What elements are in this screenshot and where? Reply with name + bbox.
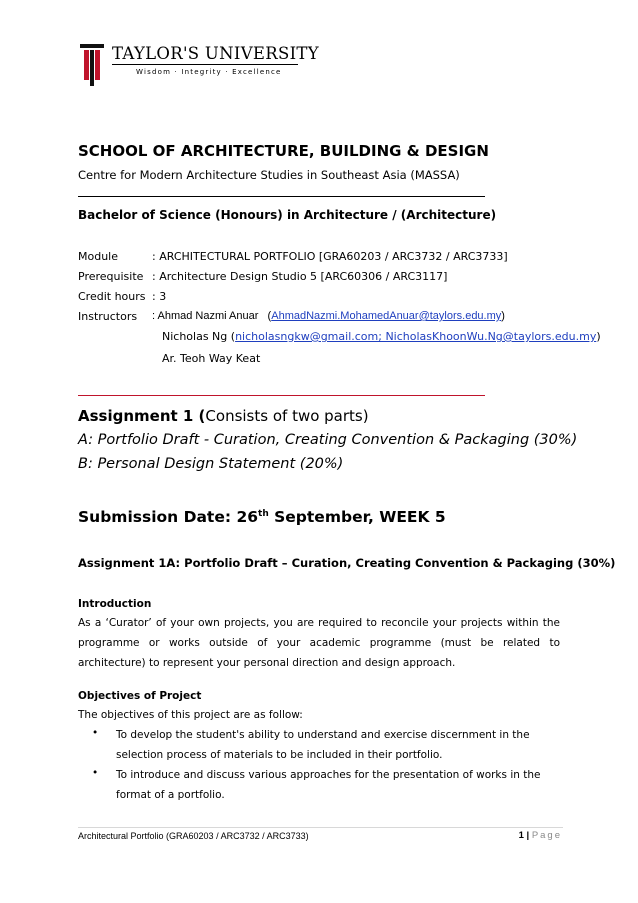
objective-item: To develop the student's ability to understand and exercise discernment in the selection process of materials to be included in their portfolio. [116,729,530,761]
centre-subtitle: Centre for Modern Architecture Studies in Southeast Asia (MASSA) [78,168,460,182]
prerequisite-value: : Architecture Design Studio 5 [ARC60306 / ARC3117] [152,270,448,283]
submission-suffix: September, WEEK 5 [268,508,446,526]
university-name: TAYLOR'S UNIVERSITY [112,44,319,63]
credit-hours-value: : 3 [152,290,167,303]
logo-divider [112,64,298,65]
red-divider [78,395,485,396]
objective-item: To introduce and discuss various approaches for the presentation of works in the format of a portfolio. [116,769,541,801]
prerequisite-label: Prerequisite [78,270,144,283]
instructor-1-email-link[interactable]: AhmadNazmi.MohamedAnuar@taylors.edu.my [271,310,502,322]
introduction-heading: Introduction [78,598,152,610]
instructors-label: Instructors [78,310,138,323]
module-value: : ARCHITECTURAL PORTFOLIO [GRA60203 / ARC3732 / ARC3733] [152,250,508,263]
footer-page [519,830,562,841]
school-title: SCHOOL OF ARCHITECTURE, BUILDING & DESIGN [78,142,489,160]
assignment-title [78,407,369,425]
instructor-2-email-link[interactable]: nicholasngkw@gmail.com; NicholasKhoonWu.Ng@taylors.edu.my [235,330,597,343]
submission-date [78,508,446,526]
section-divider [78,196,485,197]
objectives-heading: Objectives of Project [78,690,202,702]
instructor-1-name: : Ahmad Nazmi Anuar [152,310,259,322]
submission-prefix: Submission Date: 26 [78,508,259,526]
credit-hours-label: Credit hours [78,290,146,303]
assignment-title-bold: Assignment 1 ( [78,407,206,425]
instructor-2-name: Nicholas Ng [162,330,228,343]
assignment-part-a: A: Portfolio Draft - Curation, Creating Convention & Packaging (30%) [78,432,578,448]
assignment-title-rest: Consists of two parts) [205,407,369,425]
footer-divider [78,827,563,828]
page-word: Page [531,830,562,841]
assignment-1a-title: Assignment 1A: Portfolio Draft – Curation, Creating Convention & Packaging (30%) [78,556,616,570]
university-tagline: Wisdom · Integrity · Excellence [136,68,282,76]
introduction-text: As a ‘Curator’ of your own projects, you are required to reconcile your projects within the programme or works outside of your academic programme (must be related to architecture) to represent your personal direction and design approach. [78,617,560,669]
bullet-icon: • [92,727,99,739]
instructor-row-1: : Ahmad Nazmi Anuar (AhmadNazmi.MohamedAnuar@taylors.edu.my) [152,310,505,322]
footer-module: Architectural Portfolio (GRA60203 / ARC3732 / ARC3733) [78,831,309,841]
module-label: Module [78,250,118,263]
page-separator: | [523,830,532,841]
instructor-3-name: Ar. Teoh Way Keat [162,352,261,365]
taylors-logo-icon [80,44,104,86]
instructor-row-2: Nicholas Ng (nicholasngkw@gmail.com; NicholasKhoonWu.Ng@taylors.edu.my) [162,330,601,343]
submission-ordinal: th [258,508,269,519]
page-number: 1 [518,830,524,841]
assignment-part-b: B: Personal Design Statement (20%) [78,456,344,472]
bullet-icon: • [92,767,99,779]
degree-title: Bachelor of Science (Honours) in Architecture / (Architecture) [78,208,497,222]
objectives-lead: The objectives of this project are as follow: [78,709,303,721]
